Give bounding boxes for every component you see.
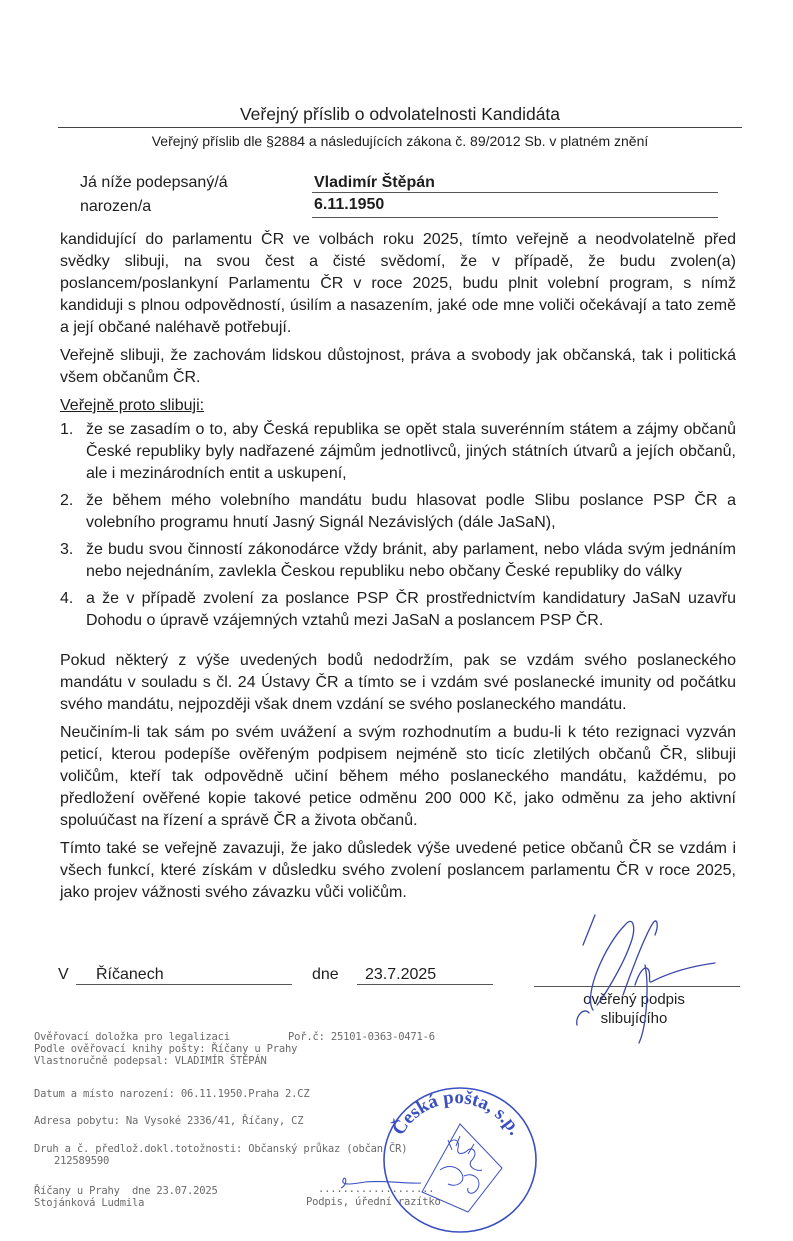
promise-item: 2. že během mého volebního mandátu budu hlasovat podle Slibu poslance PSP ČR a volebního programu hnutí Jasný Signál Nezávislých (dále JaSaN), [60, 492, 736, 531]
promises-list [60, 419, 736, 632]
verification-address: Adresa pobytu: Na Vysoké 2336/41, Říčany, CZ [34, 1115, 304, 1127]
verification-clerk: Stojánková Ludmila [34, 1197, 145, 1209]
verification-birth: Datum a místo narození: 06.11.1950.Praha 2.CZ [34, 1088, 310, 1100]
post-office-stamp [378, 1080, 542, 1236]
birth-label: narozen/a [80, 198, 152, 215]
verification-title: Ověřovací doložka pro legalizaci [34, 1031, 230, 1043]
stamp-text: Česká pošta, s.p. [388, 1087, 526, 1139]
promise-item: 4. a že v případě zvolení za poslance PSP ČR prostřednictvím kandidatury JaSaN uzavřu Dohodu o úpravě vzájemných vztahů mezi JaSaN a poslancem PSP ČR. [60, 590, 736, 629]
handwritten-signature [575, 905, 735, 1045]
verification-sign-caption: Podpis, úřední razítko [306, 1196, 441, 1208]
functions-paragraph: Tímto také se veřejně zavazuji, že jako důsledek výše uvedené petice občanů ČR se vzdám i všech funkcí, které získám v důsledku svého zvolení poslancem parlamentu ČR v roce 2025, jako projev vážnosti svého závazku vůči voličům. [60, 840, 736, 901]
verification-id-document: Druh a č. předlož.dokl.totožnosti: Občanský průkaz (občan ČR) [34, 1143, 408, 1155]
promise-item: 1. že se zasadím o to, aby Česká republika se opět stala suverénním státem a zájmy občanů České republiky byly nadřazené zájmům jednotlivců, jiných státních útvarů a jejích občanů, ale i mezinárodních entit a uskupení, [60, 421, 736, 482]
verification-reference: Poř.č: 25101-0363-0471-6 [288, 1031, 435, 1043]
petition-paragraph: Neučiním-li tak sám po svém uvážení a svým rozhodnutím a budu-li k této rezignaci vyzván peticí, kterou podepíše ověřeným podpisem nejméně sto ticíc zletilých občanů ČR, slibuji voličům, kteří tak odpovědně učiní během mého poslaneckého mandátu, každému, po předložení ověřené kopie takové petice odměnu 200 000 Kč, jako odměnu za jeho aktivní spoluúčast na řízení a správě ČR a života občanů. [60, 724, 736, 829]
mandate-paragraph: Pokud některý z výše uvedených bodů nedodržím, pak se vzdám svého poslaneckého mandátu v souladu s čl. 24 Ústavy ČR a tímto se i vzdám své poslanecké imunity od počátku svého mandátu, nejpozději však dnem vzdání se svého poslaneckého mandátu. [60, 652, 736, 713]
place-prefix: V [58, 966, 69, 983]
birth-field: 6.11.1950 [312, 196, 718, 218]
document-body [60, 229, 736, 910]
signature-caption: ověřený podpis slibujícího [583, 991, 685, 1027]
document-subtitle: Veřejný příslib dle §2884 a následujících zákona č. 89/2012 Sb. v platném znění [151, 133, 649, 149]
verification-place-date: Říčany u Prahy dne 23.07.2025 [34, 1185, 218, 1197]
document-title: Veřejný příslib o odvolatelnosti Kandidáta [58, 104, 742, 128]
verification-id-number: 212589590 [54, 1155, 110, 1167]
commitment-paragraph: kandidující do parlamentu ČR ve volbách roku 2025, tímto veřejně a neodvolatelně před svědky slibuji, na svou čest a čisté svědomí, že v případě, že budu zvolen(a) poslancem/poslankyní Parlamentu ČR v roce 2025, budu plnit volební program, s nímž kandiduji s plnou odpovědností, úsilím a nasazením, jaké ode mne voliči očekávají a tato země a její občané naléhavě potřebují. [60, 231, 736, 336]
promise-item: 3. že budu svou činností zákonodárce vždy bránit, aby parlament, nebo vláda svým jednáním nebo nejednáním, zavlekla Českou republiku nebo občany České republiky do války [60, 541, 736, 580]
date-prefix: dne [312, 966, 339, 983]
czech-lion-emblem-icon [422, 1124, 502, 1212]
place-field: Říčanech [76, 966, 292, 985]
dignity-paragraph: Veřejně slibuji, že zachovám lidskou důstojnost, práva a svobody jak občanská, tak i politická všem občanům ČR. [60, 347, 736, 386]
verification-dots: ................... [318, 1183, 435, 1195]
name-field: Vladimír Štěpán [312, 174, 718, 193]
name-label: Já níže podepsaný/á [80, 174, 228, 191]
promises-heading: Veřejně proto slibuji: [60, 397, 205, 414]
verification-book: Podle ověřovací knihy pošty: Říčany u Prahy [34, 1043, 298, 1055]
date-field: 23.7.2025 [357, 966, 493, 985]
verification-signed-by: Vlastnoručně podepsal: VLADIMÍR ŠTĚPÁN [34, 1055, 267, 1067]
